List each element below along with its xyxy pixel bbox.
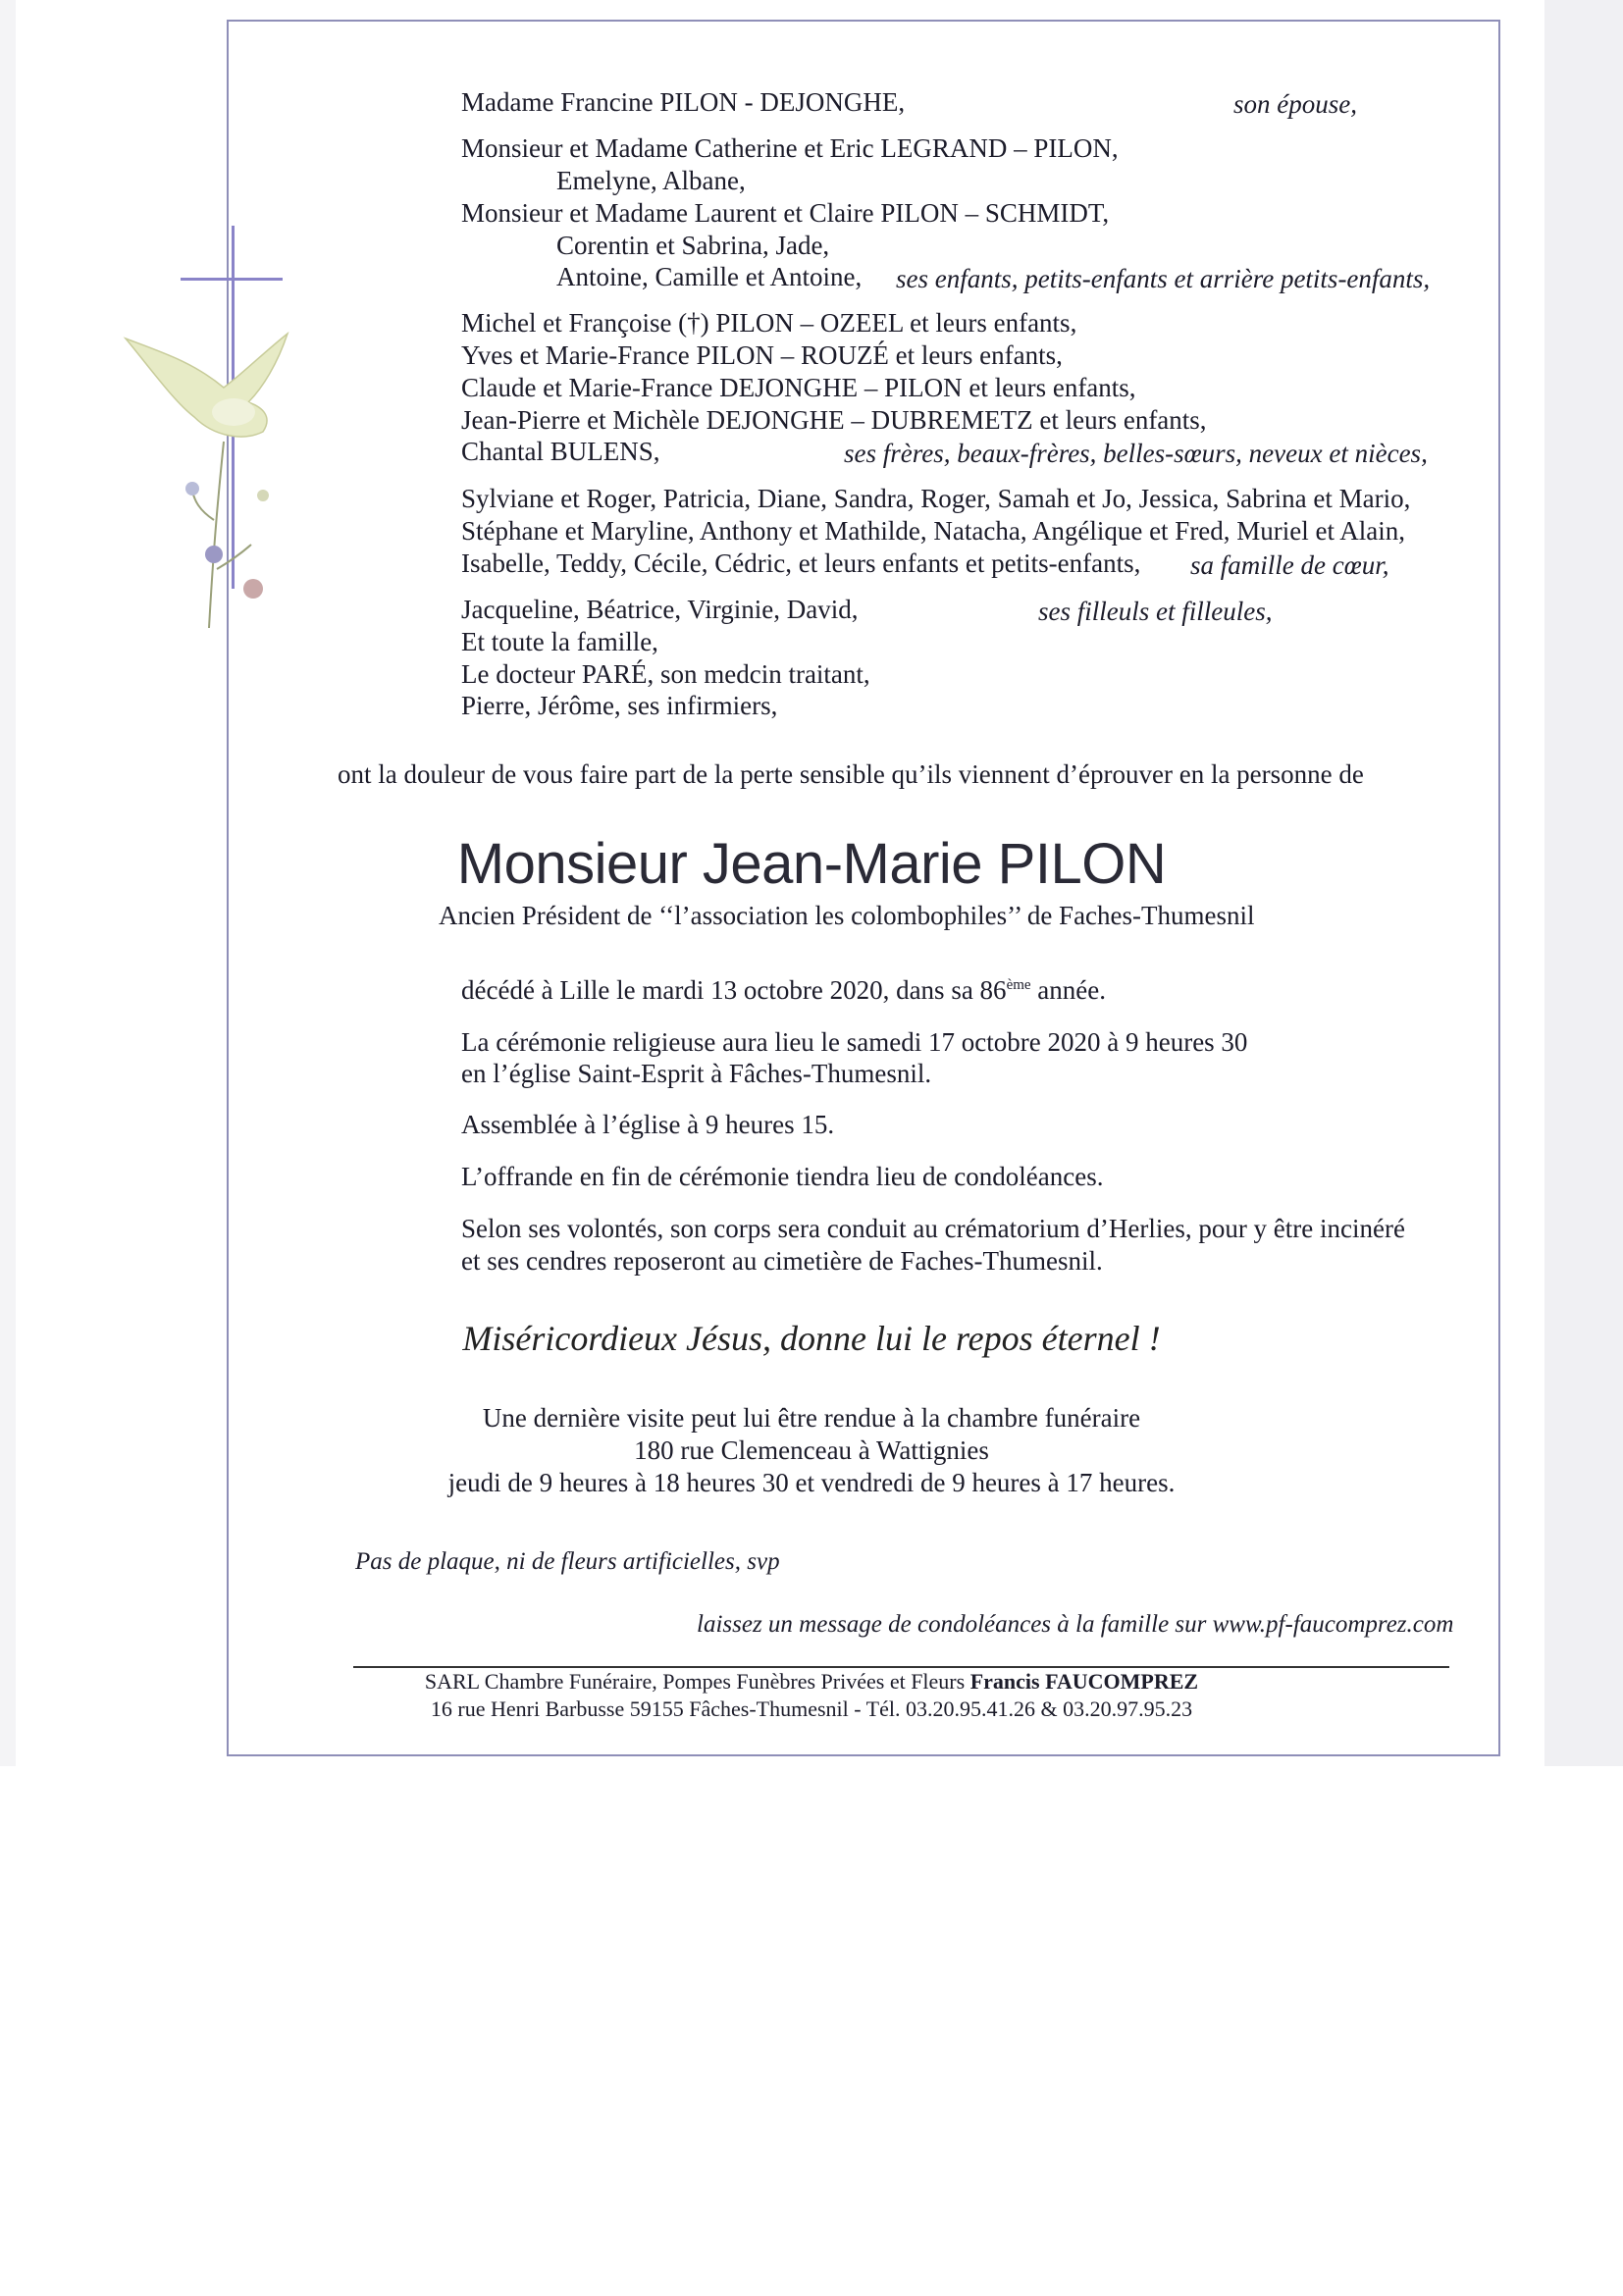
deceased-subtitle: Ancien Président de ‘‘l’association les colombophiles’’ de Faches-Thumesnil <box>439 901 1255 930</box>
heart-family-role: sa famille de cœur, <box>1190 550 1389 580</box>
sibling-line-2: Yves et Marie-France PILON – ROUZÉ et leurs enfants, <box>461 340 1063 370</box>
sibling-line-5: Chantal BULENS, <box>461 437 660 466</box>
visit-line-3: jeudi de 9 heures à 18 heures 30 et vendredi de 9 heures à 17 heures. <box>447 1468 1176 1497</box>
footer-address: 16 rue Henri Barbusse 59155 Fâches-Thumesnil - Tél. 03.20.95.41.26 & 03.20.97.95.23 <box>430 1696 1193 1721</box>
no-plaque-note: Pas de plaque, ni de fleurs artificielles, svp <box>355 1548 780 1575</box>
children-role: ses enfants, petits-enfants et arrière petits-enfants, <box>896 264 1431 293</box>
child-line-4: Corentin et Sabrina, Jade, <box>556 231 830 260</box>
flower-icon <box>243 579 263 599</box>
footer-company <box>0 1668 1623 1696</box>
footer-company-text: SARL Chambre Funéraire, Pompes Funèbres Privées et Fleurs <box>424 1669 970 1694</box>
dove-flowers-illustration <box>116 294 341 648</box>
heart-family-line-1: Sylviane et Roger, Patricia, Diane, Sandra, Roger, Samah et Jo, Jessica, Sabrina et Mario, <box>461 484 1411 513</box>
flower-stem-icon <box>192 442 251 628</box>
godchildren-role: ses filleuls et filleules, <box>1038 597 1273 626</box>
ceremony-line-2: en l’église Saint-Esprit à Fâches-Thumesnil. <box>461 1059 932 1088</box>
wishes-line-2: et ses cendres reposeront au cimetière de Faches-Thumesnil. <box>461 1246 1103 1276</box>
death-sup: ème <box>1006 977 1031 993</box>
spouse-role: son épouse, <box>1233 89 1357 119</box>
sibling-line-4: Jean-Pierre et Michèle DEJONGHE – DUBREMETZ et leurs enfants, <box>461 405 1207 435</box>
visit-line-2: 180 rue Clemenceau à Wattignies <box>634 1435 989 1465</box>
child-line-1: Monsieur et Madame Catherine et Eric LEGRAND – PILON, <box>461 133 1119 163</box>
other-line-4: Pierre, Jérôme, ses infirmiers, <box>461 691 778 720</box>
flower-icon <box>205 546 223 563</box>
death-line <box>461 974 1106 1006</box>
other-line-1: Jacqueline, Béatrice, Virginie, David, <box>461 595 859 624</box>
other-line-2: Et toute la famille, <box>461 627 658 656</box>
death-text-end: année. <box>1030 975 1106 1005</box>
spouse-name: Madame Francine PILON - DEJONGHE, <box>461 87 906 117</box>
visit-line-1: Une dernière visite peut lui être rendue à la chambre funéraire <box>482 1403 1141 1433</box>
flower-bud-icon <box>185 482 199 496</box>
dove-icon <box>126 334 288 437</box>
wishes-line-1: Selon ses volontés, son corps sera conduit au crématorium d’Herlies, pour y être incinéré <box>461 1214 1405 1243</box>
deceased-name: Monsieur Jean-Marie PILON <box>456 832 1167 896</box>
siblings-role: ses frères, beaux-frères, belles-sœurs, neveux et nièces, <box>844 439 1428 468</box>
offering-line: L’offrande en fin de cérémonie tiendra lieu de condoléances. <box>461 1162 1104 1191</box>
condolences-note: laissez un message de condoléances à la famille sur www.pf-faucomprez.com <box>697 1611 1454 1638</box>
sibling-line-3: Claude et Marie-France DEJONGHE – PILON et leurs enfants, <box>461 373 1136 402</box>
flower-bud-icon <box>257 490 269 501</box>
heart-family-line-3: Isabelle, Teddy, Cécile, Cédric, et leurs enfants et petits-enfants, <box>461 548 1141 578</box>
heart-family-line-2: Stéphane et Maryline, Anthony et Mathilde, Natacha, Angélique et Fred, Muriel et Alain, <box>461 516 1406 546</box>
death-text: décédé à Lille le mardi 13 octobre 2020, dans sa 86 <box>461 975 1007 1005</box>
sibling-line-1: Michel et Françoise (†) PILON – OZEEL et leurs enfants, <box>461 308 1077 338</box>
other-line-3: Le docteur PARÉ, son medcin traitant, <box>461 659 870 689</box>
child-line-2: Emelyne, Albane, <box>556 166 746 195</box>
cross-arm <box>181 278 283 281</box>
announcement-text: ont la douleur de vous faire part de la perte sensible qu’ils viennent d’éprouver en la personne de <box>338 759 1364 789</box>
child-line-5: Antoine, Camille et Antoine, <box>556 262 863 291</box>
child-line-3: Monsieur et Madame Laurent et Claire PILON – SCHMIDT, <box>461 198 1110 228</box>
assembly-line: Assemblée à l’église à 9 heures 15. <box>461 1110 835 1139</box>
prayer-text: Miséricordieux Jésus, donne lui le repos éternel ! <box>462 1319 1161 1358</box>
footer-company-name: Francis FAUCOMPREZ <box>969 1669 1199 1694</box>
ceremony-line-1: La cérémonie religieuse aura lieu le samedi 17 octobre 2020 à 9 heures 30 <box>461 1027 1248 1057</box>
